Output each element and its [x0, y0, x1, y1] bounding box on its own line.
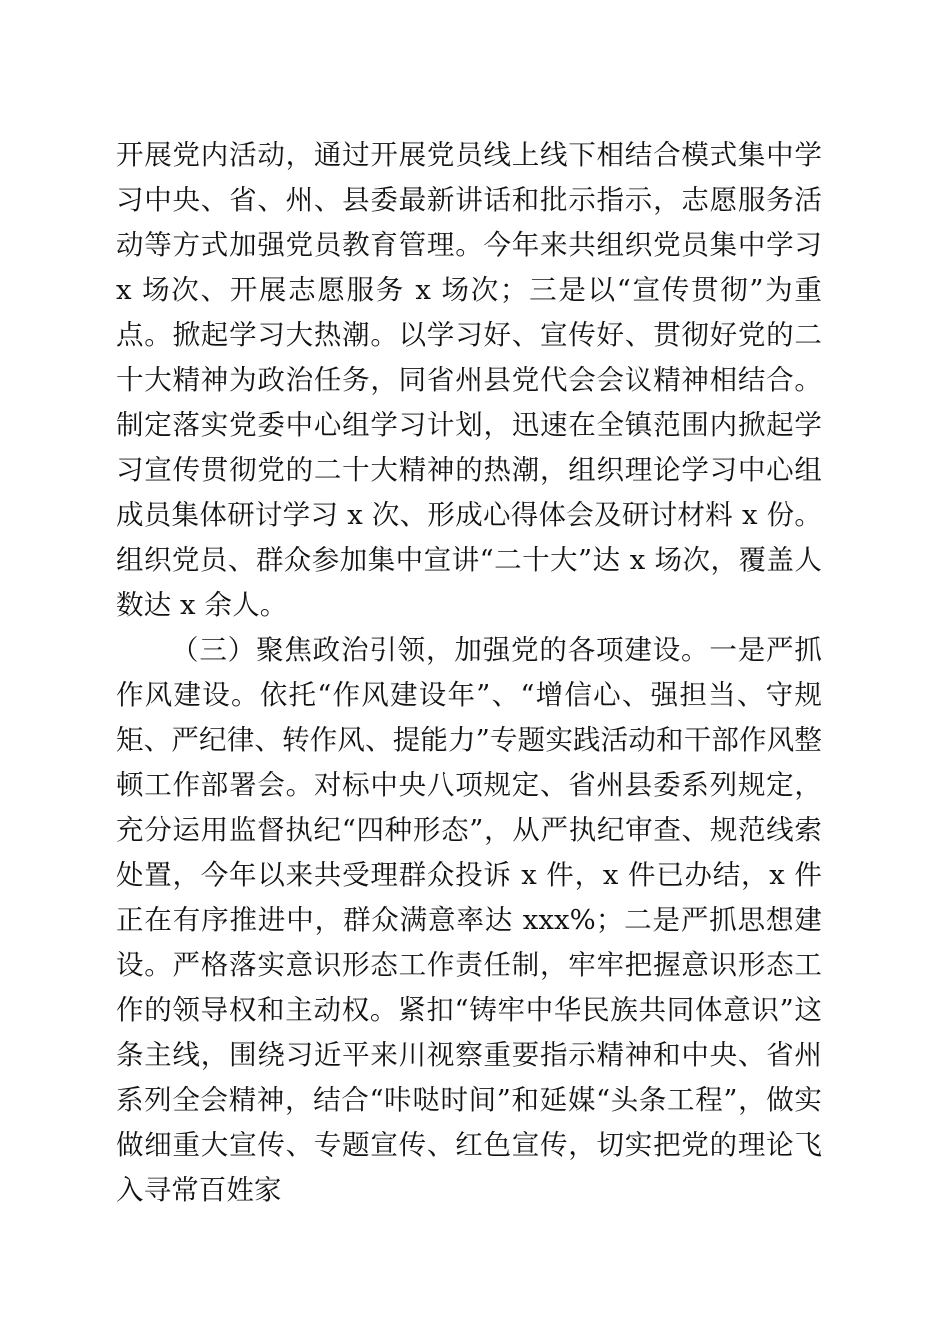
paragraph-continuation: 开展党内活动，通过开展党员线上线下相结合模式集中学习中央、省、州、县委最新讲话和批示指示，志愿服务活动等方式加强党员教育管理。今年来共组织党员集中学习 x 场次、开展志愿服务 x 场次；三是以“宣传贯彻”为重点。掀起学习大热潮。以学习好、宣传好、贯彻好党的二十大精神为政治任务，同省州县党代会会议精神相结合。制定落实党委中心组学习计划，迅速在全镇范围内掀起学习宣传贯彻党的二十大精神的热潮，组织理论学习中心组成员集体研讨学习 x 次、形成心得体会及研讨材料 x 份。组织党员、群众参加集中宣讲“二十大”达 x 场次，覆盖人数达 x 余人。	[116, 139, 822, 621]
paragraph-section-three: （三）聚焦政治引领，加强党的各项建设。一是严抓作风建设。依托“作风建设年”、“增信心、强担当、守规矩、严纪律、转作风、提能力”专题实践活动和干部作风整顿工作部署会。对标中央八项规定、省州县委系列规定，充分运用监督执纪“四种形态”，从严执纪审查、规范线索处置，今年以来共受理群众投诉 x 件，x 件已办结，x 件正在有序推进中，群众满意率达 xxx%；二是严抓思想建设。严格落实意识形态工作责任制，牢牢把握意识形态工作的领导权和主动权。紧扣“铸牢中华民族共同体意识”这条主线，围绕习近平来川视察重要指示精神和中央、省州系列全会精神，结合“咔哒时间”和延媒“头条工程”，做实做细重大宣传、专题宣传、红色宣传，切实把党的理论飞入寻常百姓家	[116, 634, 822, 1206]
document-text-body	[116, 133, 822, 1213]
